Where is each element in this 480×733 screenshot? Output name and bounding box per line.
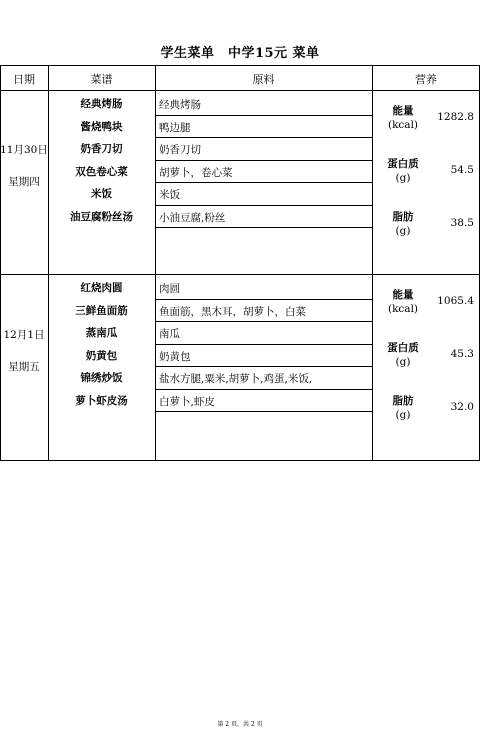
- header-date: 日期: [13, 73, 35, 86]
- table-top-rule: [0, 65, 480, 66]
- nutrient-name: 能量: [392, 289, 414, 301]
- nutrient-unit: (g): [395, 225, 411, 237]
- weekday-label: 星期五: [8, 361, 40, 373]
- nutrient-unit: (kcal): [387, 303, 419, 315]
- weekday-label: 星期四: [8, 176, 40, 188]
- ingredient-row-rule: [155, 344, 372, 345]
- nutrient-value: 32.0: [450, 401, 474, 413]
- date-label: 12月1日: [3, 329, 45, 341]
- ingredient-text: 鱼面筋，黑木耳，胡萝卜，白菜: [159, 305, 306, 318]
- ingredient-row-rule: [155, 205, 372, 206]
- nutrient-unit: (g): [395, 409, 411, 421]
- nutrient-value: 1065.4: [437, 295, 474, 307]
- nutrient-unit: (g): [395, 172, 411, 184]
- ingredient-text: 米饭: [159, 189, 180, 201]
- page-title: 学生菜单 中学15元 菜单: [160, 46, 320, 61]
- dish-name: 红烧肉圆: [80, 282, 123, 294]
- dish-name: 萝卜虾皮汤: [75, 394, 128, 407]
- column-rule: [0, 65, 1, 461]
- ingredient-text: 盐水方腿,粟米,胡萝卜,鸡蛋,米饭,: [159, 373, 313, 385]
- ingredient-text: 肉圆: [159, 283, 180, 295]
- nutrient-name: 蛋白质: [387, 158, 419, 170]
- ingredient-text: 奶黄包: [159, 350, 191, 363]
- header-bottom-rule: [0, 90, 480, 91]
- ingredient-row-rule: [155, 160, 372, 161]
- page-footer: 第 2 页，共 2 页: [217, 721, 263, 728]
- date-label: 11月30日: [0, 144, 48, 156]
- ingredient-text: 鸭边腿: [159, 121, 191, 134]
- ingredient-row-rule: [155, 227, 372, 228]
- nutrient-value: 1282.8: [437, 111, 474, 123]
- ingredient-row-rule: [155, 321, 372, 322]
- nutrient-name: 蛋白质: [387, 342, 419, 354]
- table-bottom-rule: [0, 460, 480, 461]
- nutrient-name: 脂肪: [392, 211, 414, 223]
- group-divider: [0, 274, 480, 275]
- ingredient-row-rule: [155, 366, 372, 367]
- nutrient-name: 脂肪: [392, 395, 414, 407]
- ingredient-text: 经典烤肠: [159, 99, 201, 111]
- dish-name: 米饭: [91, 188, 112, 200]
- header-ingredients: 原料: [252, 73, 275, 86]
- nutrient-unit: (kcal): [387, 119, 419, 131]
- dish-name: 经典烤肠: [80, 98, 123, 110]
- dish-name: 蒸南瓜: [85, 327, 118, 339]
- dish-name: 奶香刀切: [80, 143, 123, 155]
- nutrient-name: 能量: [392, 105, 414, 117]
- ingredient-text: 小油豆腐,粉丝: [159, 211, 226, 224]
- dish-name: 酱烧鸭块: [80, 120, 123, 133]
- dish-name: 油豆腐粉丝汤: [70, 210, 133, 223]
- column-rule: [155, 65, 156, 461]
- nutrient-value: 45.3: [450, 348, 474, 360]
- ingredient-text: 奶香刀切: [159, 144, 201, 156]
- dish-name: 锦绣炒饭: [80, 372, 123, 384]
- dish-name: 双色卷心菜: [75, 165, 128, 178]
- ingredient-row-rule: [155, 115, 372, 116]
- dish-name: 三鲜鱼面筋: [75, 304, 128, 317]
- ingredient-row-rule: [155, 411, 372, 412]
- dish-name: 奶黄包: [85, 349, 118, 362]
- header-dish: 菜谱: [90, 73, 113, 86]
- ingredient-row-rule: [155, 182, 372, 183]
- header-nutrition: 营养: [415, 73, 437, 86]
- ingredient-text: 南瓜: [159, 328, 180, 340]
- nutrient-value: 38.5: [450, 217, 474, 229]
- nutrient-unit: (g): [395, 356, 411, 368]
- ingredient-row-rule: [155, 299, 372, 300]
- ingredient-row-rule: [155, 389, 372, 390]
- nutrient-value: 54.5: [450, 164, 474, 176]
- column-rule: [372, 65, 373, 461]
- ingredient-text: 白萝卜,虾皮: [159, 395, 215, 408]
- ingredient-row-rule: [155, 137, 372, 138]
- ingredient-text: 胡萝卜，卷心菜: [159, 166, 233, 179]
